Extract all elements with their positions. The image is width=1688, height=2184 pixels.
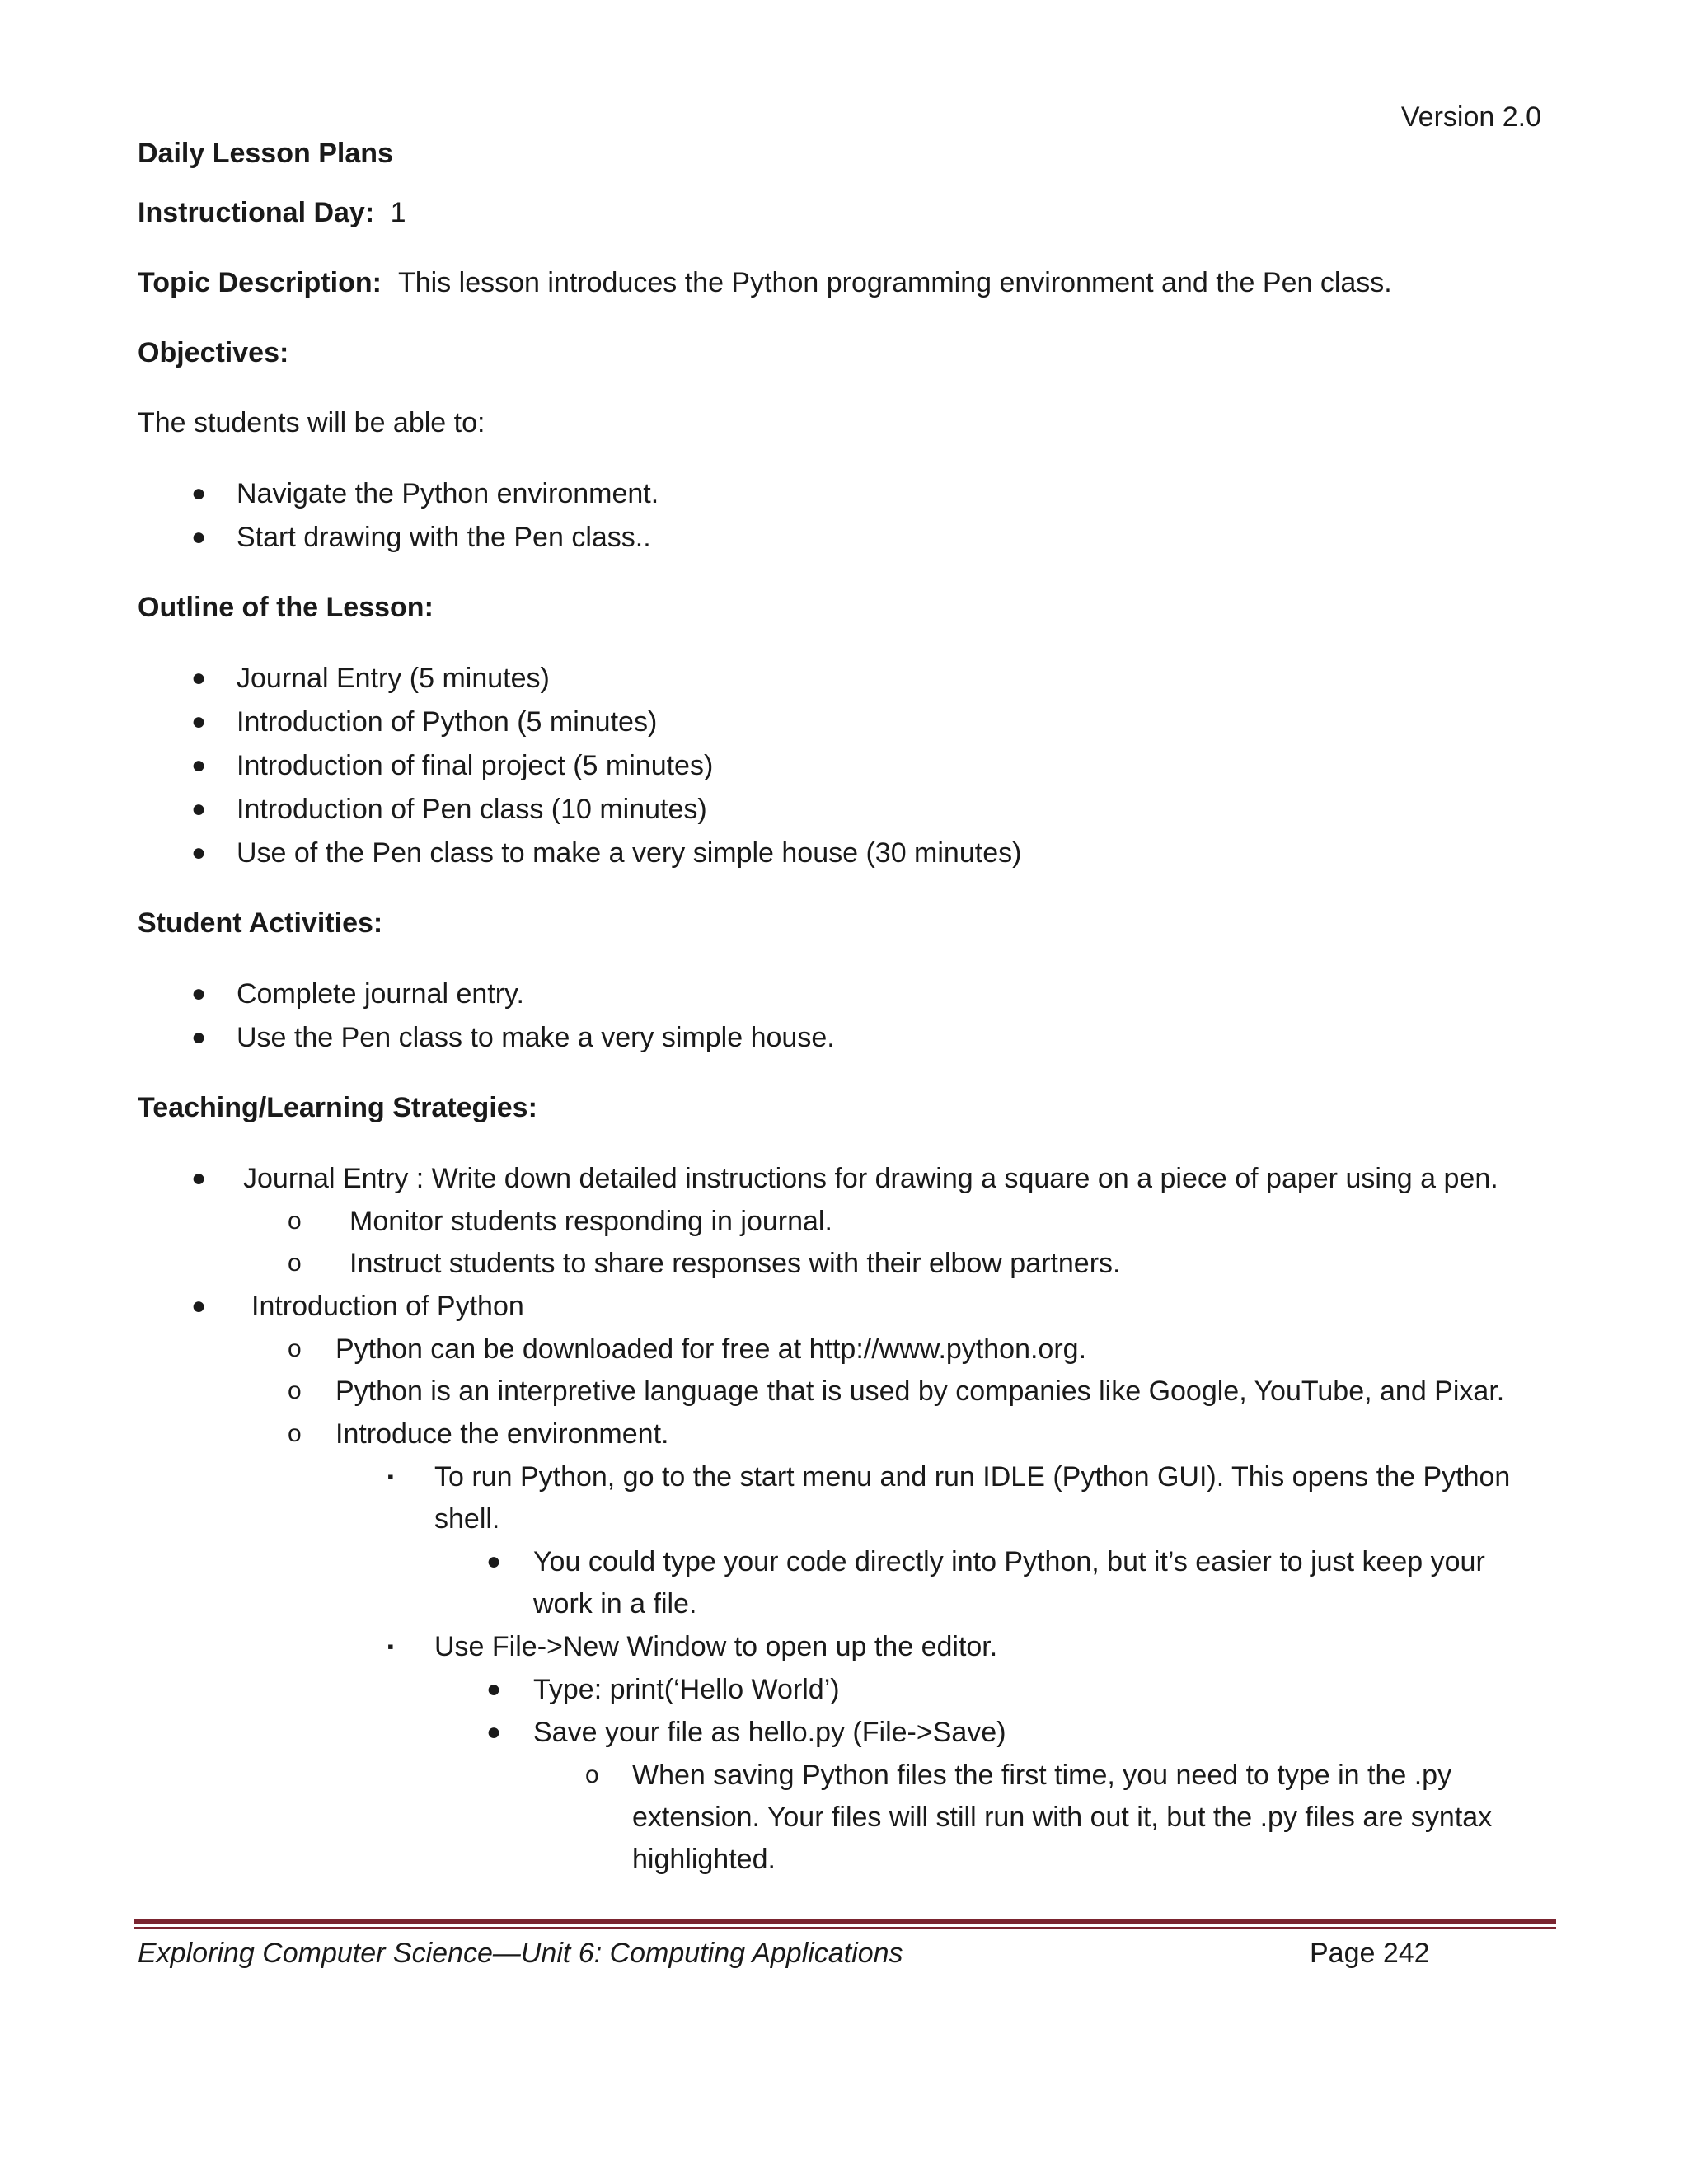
list-item: Complete journal entry.	[237, 978, 524, 1010]
bullet-icon: ●	[191, 1292, 207, 1319]
footer-rule-thick	[134, 1919, 1556, 1924]
objectives-heading: Objectives:	[138, 337, 289, 368]
circle-bullet-icon: o	[288, 1377, 302, 1404]
bullet-icon: ●	[191, 664, 207, 691]
circle-bullet-icon: o	[288, 1249, 302, 1277]
list-item-continued: shell.	[434, 1503, 500, 1535]
bullet-icon: ●	[486, 1548, 502, 1575]
instructional-day-value: 1	[390, 197, 406, 228]
instructional-day-label: Instructional Day:	[138, 197, 375, 228]
list-item: Introduce the environment.	[335, 1418, 669, 1450]
topic-description-label: Topic Description:	[138, 267, 382, 298]
list-item: You could type your code directly into Python, but it’s easier to just keep your	[533, 1546, 1485, 1577]
circle-bullet-icon: o	[288, 1335, 302, 1362]
list-item: Introduction of Python (5 minutes)	[237, 706, 658, 738]
bullet-icon: ●	[191, 708, 207, 735]
bullet-icon: ●	[191, 1165, 207, 1192]
objectives-intro: The students will be able to:	[138, 407, 485, 438]
bullet-icon: ●	[191, 1024, 207, 1051]
list-item: Introduction of final project (5 minutes)	[237, 750, 714, 781]
bullet-icon: ●	[486, 1675, 502, 1703]
list-item: Type: print(‘Hello World’)	[533, 1674, 840, 1705]
bullet-icon: ●	[191, 523, 207, 551]
bullet-icon: ●	[191, 752, 207, 779]
footer-rule-thin	[134, 1927, 1556, 1929]
list-item: Introduction of Pen class (10 minutes)	[237, 794, 707, 825]
list-item: Instruct students to share responses with their elbow partners.	[349, 1248, 1121, 1279]
list-item: Monitor students responding in journal.	[349, 1206, 832, 1237]
topic-description-text: This lesson introduces the Python programming environment and the Pen class.	[398, 267, 1392, 298]
bullet-icon: ●	[486, 1718, 502, 1746]
strategies-heading: Teaching/Learning Strategies:	[138, 1092, 537, 1123]
square-bullet-icon: ▪	[387, 1636, 394, 1657]
list-item-continued: highlighted.	[632, 1844, 776, 1875]
list-item: Use File->New Window to open up the editor.	[434, 1631, 998, 1662]
bullet-icon: ●	[191, 480, 207, 507]
footer-page-number: Page 242	[1310, 1938, 1430, 1969]
list-item-continued: work in a file.	[533, 1588, 697, 1619]
circle-bullet-icon: o	[288, 1420, 302, 1447]
list-item: Save your file as hello.py (File->Save)	[533, 1717, 1006, 1748]
list-item: Journal Entry : Write down detailed instructions for drawing a square on a piece of paper using a pen.	[243, 1163, 1498, 1194]
outline-heading: Outline of the Lesson:	[138, 592, 434, 623]
bullet-icon: ●	[191, 795, 207, 823]
list-item: Use the Pen class to make a very simple house.	[237, 1022, 835, 1053]
circle-bullet-icon: o	[288, 1207, 302, 1235]
bullet-icon: ●	[191, 980, 207, 1007]
list-item: Use of the Pen class to make a very simple house (30 minutes)	[237, 837, 1022, 869]
square-bullet-icon: ▪	[387, 1466, 394, 1487]
document-title: Daily Lesson Plans	[138, 138, 393, 169]
list-item-continued: extension. Your files will still run with out it, but the .py files are syntax	[632, 1802, 1493, 1833]
bullet-icon: ●	[191, 839, 207, 866]
list-item: Navigate the Python environment.	[237, 478, 659, 509]
list-item: Python can be downloaded for free at http://www.python.org.	[335, 1333, 1087, 1365]
list-item: When saving Python files the first time, you need to type in the .py	[632, 1760, 1452, 1791]
list-item: To run Python, go to the start menu and run IDLE (Python GUI). This opens the Python	[434, 1461, 1511, 1493]
instructional-day	[138, 196, 406, 229]
footer-course-title: Exploring Computer Science—Unit 6: Computing Applications	[138, 1938, 903, 1969]
list-item: Journal Entry (5 minutes)	[237, 663, 550, 694]
list-item: Python is an interpretive language that is used by companies like Google, YouTube, and Pixar.	[335, 1376, 1505, 1407]
student-activities-heading: Student Activities:	[138, 907, 383, 939]
version-label: Version 2.0	[1400, 101, 1541, 133]
list-item: Start drawing with the Pen class..	[237, 522, 651, 553]
list-item: Introduction of Python	[251, 1291, 524, 1322]
circle-bullet-icon: o	[585, 1761, 599, 1788]
